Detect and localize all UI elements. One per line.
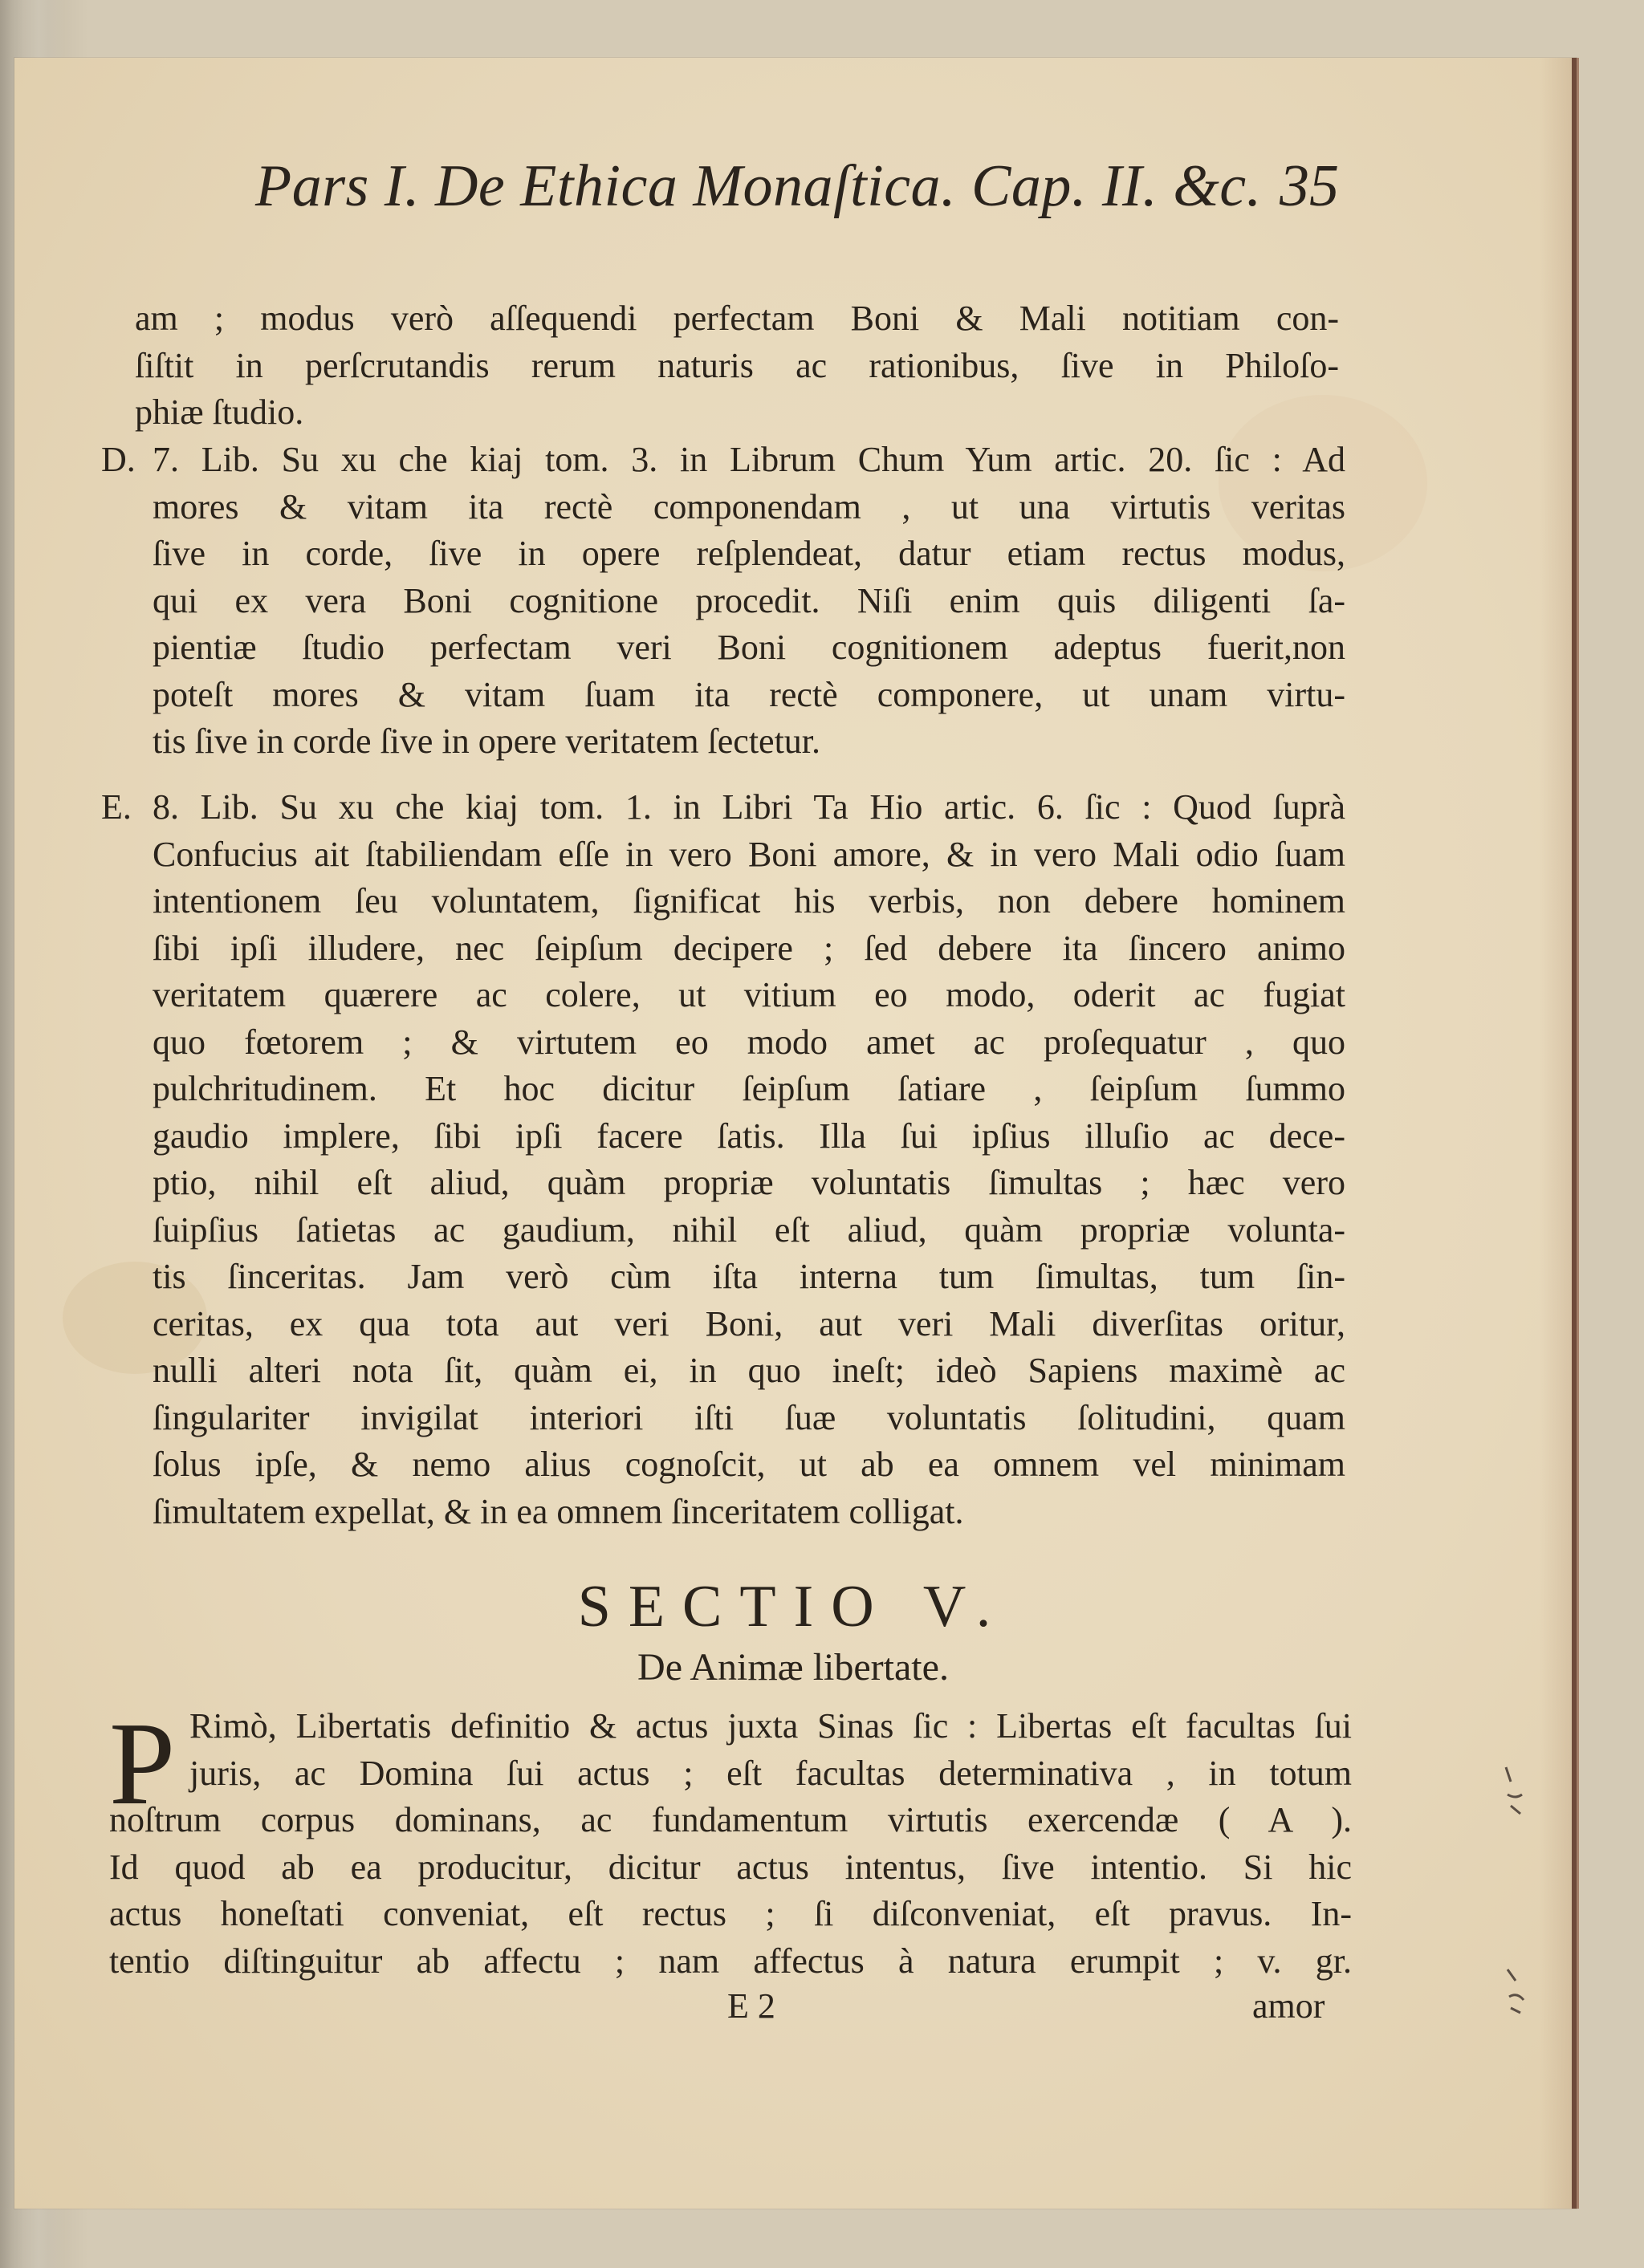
text-line: tentio diſtinguitur ab affectu ; nam affectus à natura erumpit ; v. gr. [109,1941,1352,1981]
text-line: pientiæ ſtudio perfectam veri Boni cognitionem adeptus fuerit,non [153,628,1345,667]
text-line: Confucius ait ſtabiliendam eſſe in vero Boni amore, & in vero Mali odio ſuam [153,834,1345,874]
text-line: veritatem quærere ac colere, ut vitium eo modo, oderit ac fugiat [153,975,1345,1014]
signature-mark: E 2 [727,1986,775,2026]
note-body [153,437,1345,766]
text-line: quo fœtorem ; & virtutem eo modo amet ac proſequatur , quo [153,1022,1345,1062]
text-line: 8. Lib. Su xu che kiaj tom. 1. in Libri Ta Hio artic. 6. ſic : Quod ſuprà [153,787,1345,827]
text-line: tis ſive in corde ſive in opere veritatem ſectetur. [153,721,821,761]
text-line: phiæ ſtudio. [135,392,304,432]
text-line: noſtrum corpus dominans, ac fundamentum virtutis exercendæ ( A ). [109,1800,1352,1839]
text-line: ſimultatem expellat, & in ea omnem ſinceritatem colligat. [153,1491,964,1531]
margin-scribble-icon [1500,1762,1532,1835]
drop-capital: P [109,1698,176,1830]
margin-scribble-icon [1503,1965,1532,2021]
text-line: intentionem ſeu voluntatem, ſignificat his verbis, non debere hominem [153,881,1345,921]
note-body [153,784,1345,1535]
text-line: ſingulariter invigilat interiori iſti ſuæ voluntatis ſolitudini, quam [153,1397,1345,1437]
text-line: poteſt mores & vitam ſuam ita rectè componere, ut unam virtu- [153,674,1345,714]
header-title: Pars I. De Ethica Monaſtica. Cap. II. &c. [255,153,1262,219]
running-header [255,152,1339,233]
paragraph-continuation [135,295,1339,437]
text-line: Id quod ab ea producitur, dicitur actus intentus, ſive intentio. Si hic [109,1847,1352,1887]
section-heading: SECTIO V. [577,1574,1009,1640]
text-line: qui ex vera Boni cognitione procedit. Niſi enim quis diligenti ſa- [153,580,1345,620]
note-marker: D. [101,440,136,479]
text-line: actus honeſtati conveniat, eſt rectus ; ſi diſconveniat, eſt pravus. In- [109,1894,1352,1933]
text-line: pulchritudinem. Et hoc dicitur ſeipſum ſatiare , ſeipſum ſummo [153,1069,1345,1108]
catchword: amor [1252,1986,1325,2026]
text-line: ſolus ipſe, & nemo alius cognoſcit, ut ab ea omnem vel minimam [153,1445,1345,1484]
text-line: tis ſinceritas. Jam verò cùm iſta interna tum ſimultas, tum ſin- [153,1257,1345,1296]
page-number: 35 [1280,153,1339,219]
note-marker: E. [101,787,132,827]
section-subheading: De Animæ libertate. [637,1646,949,1689]
text-line: ceritas, ex qua tota aut veri Boni, aut veri Mali diverſitas oritur, [153,1303,1345,1343]
text-line: nulli alteri nota ſit, quàm ei, in quo ineſt; ideò Sapiens maximè ac [153,1351,1345,1390]
text-line: ſiſtit in perſcrutandis rerum naturis ac rationibus, ſive in Philoſo- [135,345,1339,385]
book-page [14,58,1577,2209]
text-line: 7. Lib. Su xu che kiaj tom. 3. in Librum Chum Yum artic. 20. ſic : Ad [153,440,1345,479]
section-paragraph [109,1698,1352,1985]
text-line: Rimò, Libertatis definitio & actus juxta Sinas ſic : Libertas eſt facultas ſui [189,1706,1352,1746]
text-line: ptio, nihil eſt aliud, quàm propriæ voluntatis ſimultas ; hæc vero [153,1163,1345,1202]
text-line: ſive in corde, ſive in opere reſplendeat, datur etiam rectus modus, [153,534,1345,573]
text-line: ſibi ipſi illudere, nec ſeipſum decipere ; ſed debere ita ſincero animo [153,928,1345,968]
text-line: mores & vitam ita rectè componendam , ut una virtutis veritas [153,486,1345,526]
text-line: ſuipſius ſatietas ac gaudium, nihil eſt aliud, quàm propriæ volunta- [153,1209,1345,1250]
text-line: am ; modus verò aſſequendi perfectam Boni & Mali notitiam con- [135,299,1339,338]
text-line: gaudio implere, ſibi ipſi facere ſatis. Illa ſui ipſius illuſio ac dece- [153,1116,1345,1156]
page-edge [1540,58,1572,2209]
text-line: juris, ac Domina ſui actus ; eſt facultas determinativa , in totum [189,1753,1352,1793]
